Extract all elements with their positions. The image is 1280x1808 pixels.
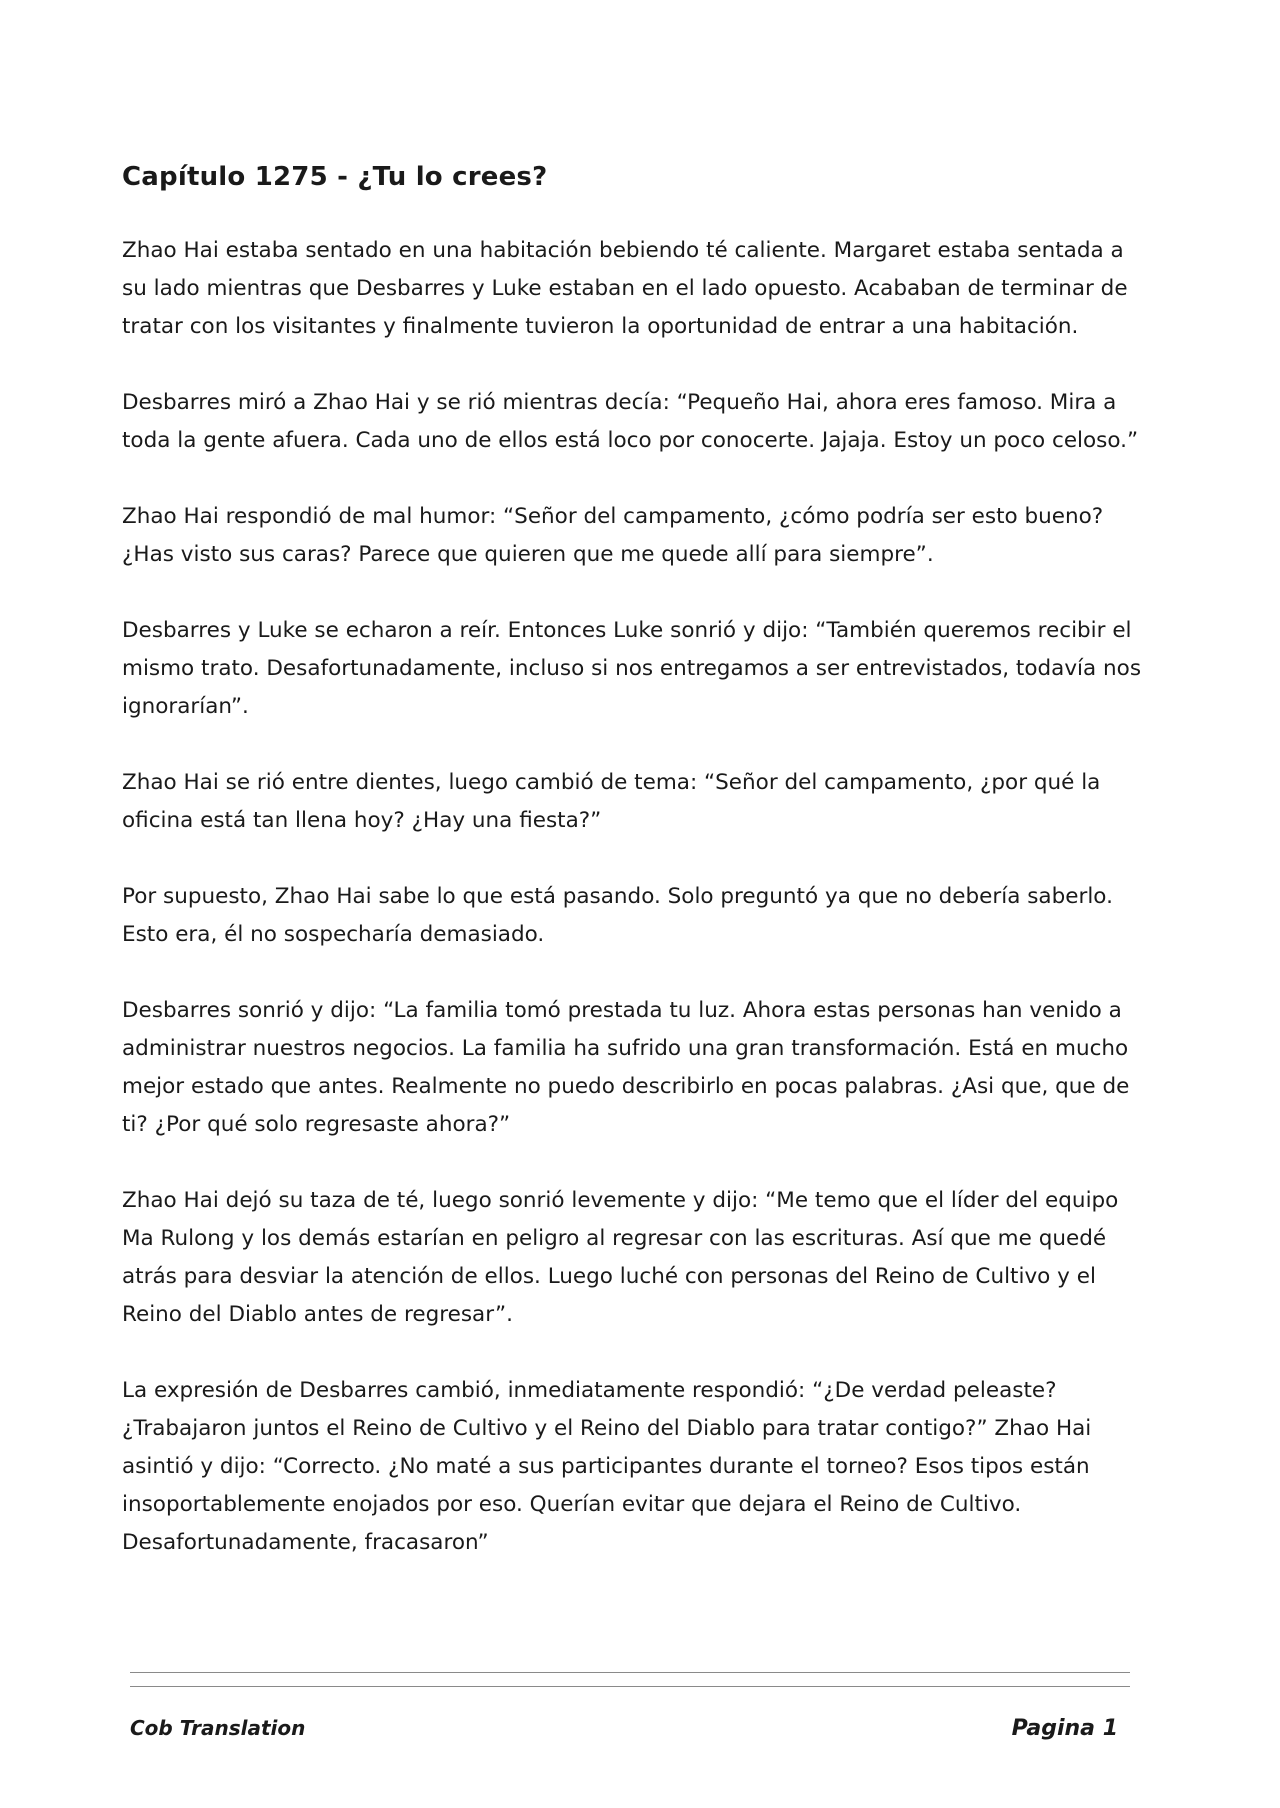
footer-page-number: Pagina 1 <box>1011 1716 1118 1741</box>
footer-translator-credit: Cob Translation <box>130 1716 306 1740</box>
paragraph-9: La expresión de Desbarres cambió, inmediatamente respondió: “¿De verdad peleaste? ¿Trabajaron juntos el Reino de Cultivo y el Reino del Diablo para tratar contigo?” Zhao Hai asintió y dijo: “Correcto. ¿No maté a sus participantes durante el torneo? Esos tipos están insoportablemente enojados por eso. Querían evitar que dejara el Reino de Cultivo. Desafortunadamente, fracasaron” <box>122 1378 1092 1555</box>
chapter-title: Capítulo 1275 - ¿Tu lo crees? <box>122 162 548 192</box>
paragraph-8: Zhao Hai dejó su taza de té, luego sonrió levemente y dijo: “Me temo que el líder del equipo Ma Rulong y los demás estarían en peligro al regresar con las escrituras. Así que me quedé atrás para desviar la atención de ellos. Luego luché con personas del Reino de Cultivo y el Reino del Diablo antes de regresar”. <box>122 1188 1119 1327</box>
paragraph-6: Por supuesto, Zhao Hai sabe lo que está pasando. Solo preguntó ya que no debería saberlo. Esto era, él no sospecharía demasiado. <box>122 884 1113 947</box>
paragraph-5: Zhao Hai se rió entre dientes, luego cambió de tema: “Señor del campamento, ¿por qué la oficina está tan llena hoy? ¿Hay una fiesta?” <box>122 770 1101 833</box>
paragraph-3: Zhao Hai respondió de mal humor: “Señor del campamento, ¿cómo podría ser esto bueno? ¿Has visto sus caras? Parece que quieren que me quede allí para siempre”. <box>122 504 1104 567</box>
paragraph-7: Desbarres sonrió y dijo: “La familia tomó prestada tu luz. Ahora estas personas han venido a administrar nuestros negocios. La familia ha sufrido una gran transformación. Está en mucho mejor estado que antes. Realmente no puedo describirlo en pocas palabras. ¿Asi que, que de ti? ¿Por qué solo regresaste ahora?” <box>122 998 1130 1137</box>
paragraph-4: Desbarres y Luke se echaron a reír. Entonces Luke sonrió y dijo: “También queremos recibir el mismo trato. Desafortunadamente, incluso si nos entregamos a ser entrevistados, todavía nos ignorarían”. <box>122 618 1142 719</box>
paragraph-2: Desbarres miró a Zhao Hai y se rió mientras decía: “Pequeño Hai, ahora eres famoso. Mira a toda la gente afuera. Cada uno de ellos está loco por conocerte. Jajaja. Estoy un poco celoso.” <box>122 390 1139 453</box>
footer-divider-bottom <box>130 1686 1130 1687</box>
footer-divider-top <box>130 1672 1130 1673</box>
paragraph-1: Zhao Hai estaba sentado en una habitación bebiendo té caliente. Margaret estaba sentada a su lado mientras que Desbarres y Luke estaban en el lado opuesto. Acababan de terminar de tratar con los visitantes y finalmente tuvieron la oportunidad de entrar a una habitación. <box>122 238 1128 339</box>
document-body <box>122 158 1142 1600</box>
